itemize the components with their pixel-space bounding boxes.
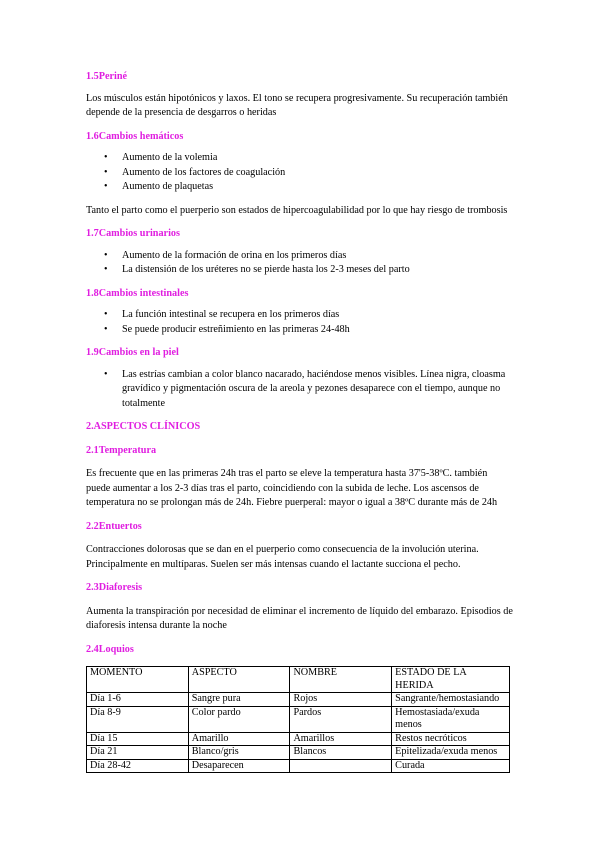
- table-row: [87, 732, 510, 746]
- table-cell: Blancos: [290, 746, 392, 760]
- heading-entuertos: 2.2Entuertos: [86, 520, 142, 532]
- paragraph-diaforesis: Aumenta la transpiración por necesidad de eliminar el incremento de líquido del embarazo. Episodios de diaforesis intensa durante la noche: [86, 605, 513, 631]
- list-item: • La distensión de los uréteres no se pierde hasta los 2-3 meses del parto: [86, 263, 514, 278]
- list-item: • La función intestinal se recupera en los primeros días: [86, 308, 514, 323]
- heading-cambios-piel: 1.9Cambios en la piel: [86, 347, 179, 358]
- table-row: [87, 693, 510, 707]
- heading-perine: 1.5Periné: [86, 71, 128, 82]
- list-intestinales: [86, 308, 514, 337]
- heading-cambios-intestinales: 1.8Cambios intestinales: [86, 287, 189, 299]
- document-page: [86, 70, 514, 773]
- table-row: [87, 746, 510, 760]
- heading-diaforesis: 2.3Diaforesis: [86, 582, 143, 593]
- table-cell: Color pardo: [188, 706, 290, 732]
- heading-cambios-hematicos: 1.6Cambios hemáticos: [86, 130, 184, 142]
- table-cell: Hemostasiada/exuda menos: [392, 706, 510, 732]
- table-cell: Restos necróticos: [392, 732, 510, 746]
- table-cell: Día 1-6: [87, 693, 189, 707]
- table-cell: Sangre pura: [188, 693, 290, 707]
- list-item: • Se puede producir estreñimiento en las primeras 24-48h: [86, 323, 514, 338]
- heading-aspectos-clinicos: 2.ASPECTOS CLÍNICOS: [86, 421, 201, 432]
- table-header-row: [87, 667, 510, 693]
- paragraph-hematicos: Tanto el parto como el puerperio son estados de hipercoagulabilidad por lo que hay riesgo de trombosis: [86, 204, 508, 216]
- table-cell: Blanco/gris: [188, 746, 290, 760]
- list-item: • Aumento de los factores de coagulación: [86, 166, 514, 181]
- loquios-table: [86, 666, 510, 773]
- paragraph-temperatura: Es frecuente que en las primeras 24h tras el parto se eleve la temperatura hasta 37'5-38ºC. también puede aumentar a los 2-3 días tras el parto, coincidiendo con la subida de leche. Los ascensos de temperatura no se prolongan más de 24h. Fiebre puerperal: mayor o igual a 38ºC durante más de 24h: [86, 468, 498, 508]
- table-row: [87, 759, 510, 773]
- list-item: • Aumento de la volemia: [86, 151, 514, 166]
- table-cell: [290, 759, 392, 773]
- heading-temperatura: 2.1Temperatura: [86, 444, 157, 456]
- table-cell: Rojos: [290, 693, 392, 707]
- table-cell: Día 21: [87, 746, 189, 760]
- table-cell: Pardos: [290, 706, 392, 732]
- list-item: • Aumento de plaquetas: [86, 180, 514, 195]
- table-cell: Curada: [392, 759, 510, 773]
- table-cell: Día 28-42: [87, 759, 189, 773]
- list-urinarios: [86, 249, 514, 278]
- table-header-cell: NOMBRE: [290, 667, 392, 693]
- list-item: • Las estrías cambian a color blanco nacarado, haciéndose menos visibles. Línea nigra, cloasma gravídico y pigmentación oscura de la areola y pezones desaparece con el tiempo, aunque no totalmente: [86, 368, 514, 412]
- paragraph-entuertos: Contracciones dolorosas que se dan en el puerperio como consecuencia de la involución uterina. Principalmente en multíparas. Suelen ser más intensas cuando el lactante succiona el pecho.: [86, 544, 479, 570]
- table-cell: Sangrante/hemostasiando: [392, 693, 510, 707]
- list-item: • Aumento de la formación de orina en los primeros días: [86, 249, 514, 264]
- table-cell: Epitelizada/exuda menos: [392, 746, 510, 760]
- table-header-cell: ASPECTO: [188, 667, 290, 693]
- table-header-cell: MOMENTO: [87, 667, 189, 693]
- table-cell: Amarillos: [290, 732, 392, 746]
- table-header-cell: ESTADO DE LA HERIDA: [392, 667, 510, 693]
- list-hematicos: [86, 151, 514, 195]
- table-cell: Día 8-9: [87, 706, 189, 732]
- list-piel: [86, 368, 514, 412]
- paragraph-perine: Los músculos están hipotónicos y laxos. El tono se recupera progresivamente. Su recuperación también depende de la presencia de desgarros o heridas: [86, 92, 508, 118]
- table-row: [87, 706, 510, 732]
- table-cell: Día 15: [87, 732, 189, 746]
- table-cell: Desaparecen: [188, 759, 290, 773]
- heading-cambios-urinarios: 1.7Cambios urinarios: [86, 228, 180, 239]
- heading-loquios: 2.4Loquios: [86, 643, 134, 655]
- table-cell: Amarillo: [188, 732, 290, 746]
